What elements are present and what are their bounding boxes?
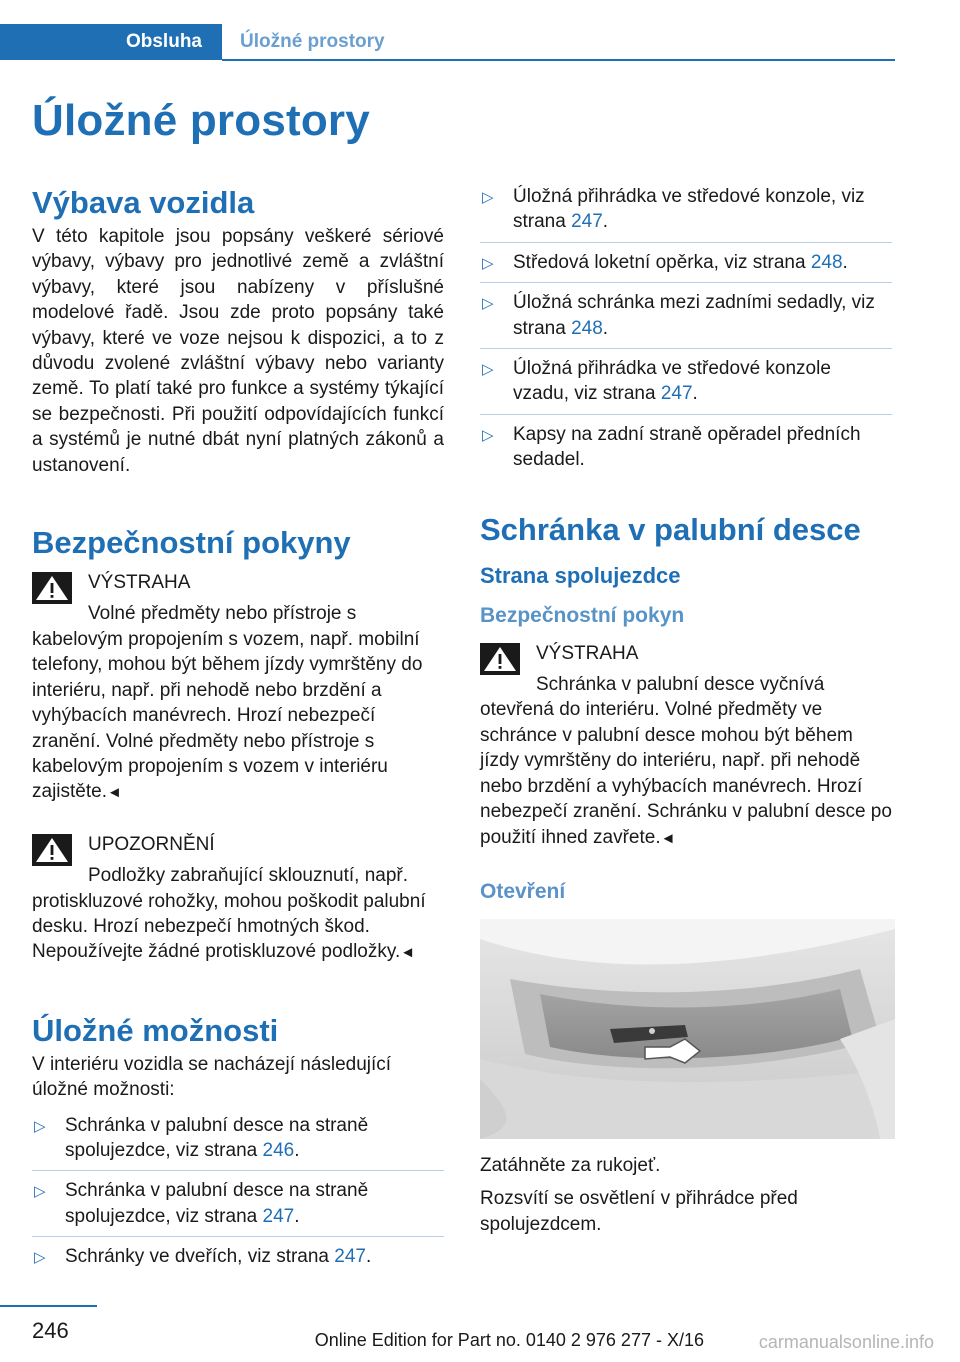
warning-triangle-icon [32, 572, 72, 604]
page-number-rule [0, 1305, 97, 1307]
end-mark: ◄ [400, 944, 416, 962]
page-link[interactable]: 248 [810, 251, 843, 273]
glovebox-heading: Schránka v palubní desce [480, 511, 861, 547]
triangle-right-icon: ▷ [34, 1249, 46, 1267]
notice-box [32, 832, 444, 966]
triangle-right-icon: ▷ [34, 1183, 46, 1201]
list-item: ▷ Úložná přihrádka ve středové konzole, viz strana 247. [480, 184, 892, 243]
triangle-right-icon: ▷ [482, 189, 494, 206]
options-list [32, 1113, 444, 1270]
warning-text [32, 601, 444, 805]
list-item: ▷ Úložná přihrádka ve středové konzole vzadu, viz strana 247. [480, 356, 892, 415]
triangle-right-icon: ▷ [482, 361, 494, 379]
opening-heading: Otevření [480, 879, 566, 903]
end-mark: ◄ [660, 829, 676, 847]
page-link[interactable]: 248 [571, 317, 603, 339]
header-rule [222, 59, 895, 61]
options-intro: V interiéru vozidla se nacházejí následující úložné možnosti: [32, 1053, 392, 1101]
page-number: 246 [32, 1318, 69, 1343]
warning-box [32, 570, 444, 806]
notice-text [32, 863, 444, 966]
running-header [0, 24, 895, 62]
right-column [480, 184, 892, 1237]
watermark: carmanualsonline.info [758, 1332, 934, 1352]
equipment-text: V této kapitole jsou popsány veškeré sériové výbavy, výbavy pro jednotlivé země a zvláštní výbavy, které jsou nabízeny v příslušné modelové řadě. Jsou zde proto popsány také výbavy, které ve voze nejsou k dispozici, a to z důvodu zvolené zvláštní výbavy nebo varianty země. To platí také pro funkce a systémy týkající se bezpečnosti. Při použití odpovídajících funkcí a systémů je nutné dbát nyní platných zákonů a ustanovení. [32, 226, 444, 476]
options-heading: Úložné možnosti [32, 1012, 279, 1048]
page-title: Úložné prostory [32, 96, 370, 145]
end-mark: ◄ [106, 784, 122, 802]
list-item: ▷ Schránka v palubní desce na straně spolujezdce, viz strana 247. [32, 1178, 444, 1237]
warning-label: VÝSTRAHA [88, 572, 191, 594]
notice-label: UPOZORNĚNÍ [88, 833, 215, 855]
page-link[interactable]: 247 [571, 211, 603, 233]
step-pull-handle: Zatáhněte za rukojeť. [480, 1154, 661, 1176]
step-light-on: Rozsvítí se osvětlení v přihrádce před spolujezdcem. [480, 1188, 798, 1235]
warning-text [480, 672, 892, 851]
safety-note-heading: Bezpečnostní pokyn [480, 603, 685, 627]
left-column [32, 184, 444, 1270]
equipment-heading: Výbava vozidla [32, 185, 255, 220]
list-item: ▷ Schránka v palubní desce na straně spolujezdce, viz strana 246. [32, 1113, 444, 1172]
passenger-side-heading: Strana spolujezdce [480, 562, 681, 588]
edition-info: Online Edition for Part no. 0140 2 976 277 - X/16 [314, 1330, 704, 1350]
triangle-right-icon: ▷ [482, 254, 494, 272]
page-link[interactable]: 247 [334, 1246, 366, 1268]
glovebox-photo [480, 919, 895, 1139]
list-item: ▷ Schránky ve dveřích, viz strana 247. [32, 1244, 444, 1269]
list-item: ▷ Středová loketní opěrka, viz strana 248. [480, 250, 892, 283]
triangle-right-icon: ▷ [482, 426, 494, 444]
glovebox-warning-box [480, 641, 892, 851]
warning-triangle-icon [480, 643, 520, 675]
chapter-tab: Úložné prostory [240, 31, 385, 52]
options-list-continued [480, 184, 892, 473]
warning-label: VÝSTRAHA [536, 642, 639, 664]
notice-body: Podložky zabraňující sklouznutí, např. protiskluzové rohožky, mohou poškodit palubní desku. Hrozí nebezpečí hmotných škod. Nepoužívejte žádné protiskluzové podložky. [32, 865, 426, 963]
triangle-right-icon: ▷ [482, 295, 494, 313]
page-link[interactable]: 247 [660, 383, 693, 405]
warning-body: Schránka v palubní desce vyčnívá otevřená do interiéru. Volné předměty ve schránce v palubní desce mohou být během jízdy vymrštěny do interiéru, např. při nehodě nebo brzdění a vyhýbacích manévrech. Hrozí nebezpečí zranění. Schránku v palubní desce po použití ihned zavřete. [480, 674, 892, 848]
triangle-right-icon: ▷ [34, 1117, 46, 1135]
page-link[interactable]: 246 [262, 1139, 295, 1161]
safety-heading: Bezpečnostní pokyny [32, 525, 351, 561]
list-item: ▷ Úložná schránka mezi zadními sedadly, viz strana 248. [480, 290, 892, 349]
warning-triangle-icon [32, 834, 72, 866]
section-tab: Obsluha [0, 24, 222, 60]
list-item: ▷ Kapsy na zadní straně opěradel předních sedadel. [482, 423, 861, 471]
warning-body: Volné předměty nebo přístroje s kabelovým propojením s vozem, např. mobilní telefony, mohou být během jízdy vymrštěny do interiéru, např. při nehodě nebo brzdění a vyhýbacích manévrech. Hrozí nebezpečí zranění. Volné předměty nebo přístroje s kabelovým propojením s vozem v interiéru zajistěte. [32, 603, 423, 803]
page-link[interactable]: 247 [262, 1205, 295, 1227]
